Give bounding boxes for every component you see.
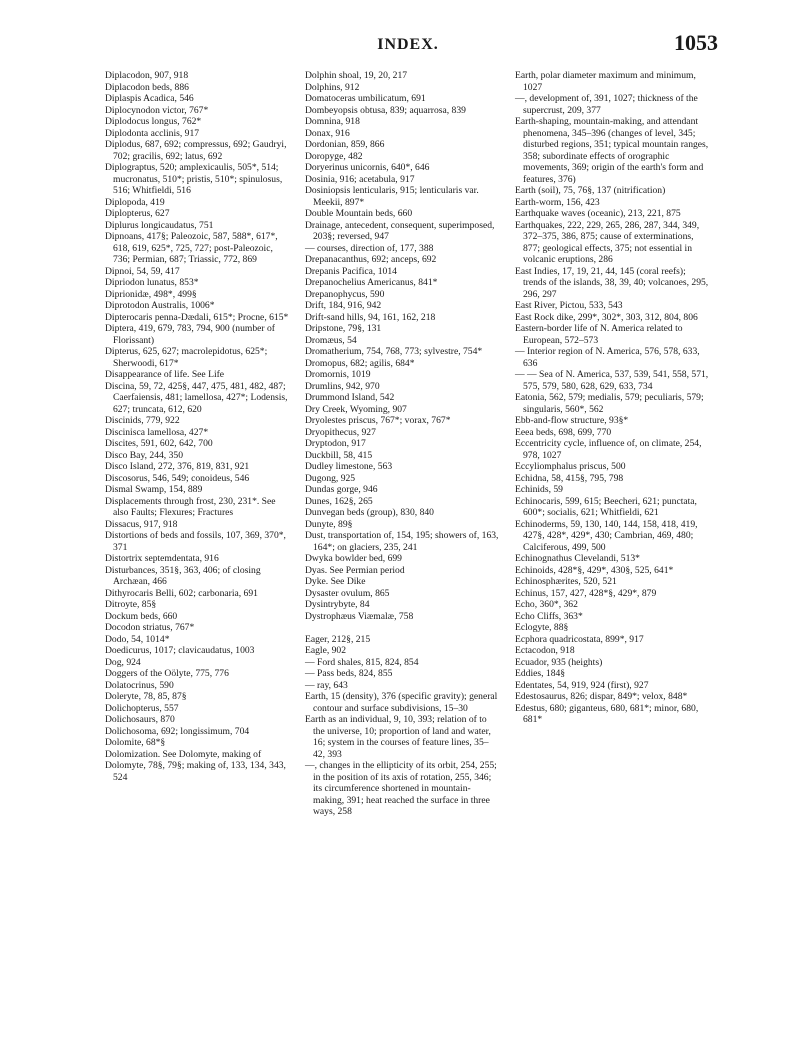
index-entry: Dudley limestone, 563 — [305, 461, 393, 472]
index-entry: Dog, 924 — [105, 656, 141, 668]
index-entry: Edestus, 680; giganteus, 680, 681*; minor, 680, 681* — [515, 702, 699, 725]
index-entry: Diprionidæ, 498*, 499§ — [105, 288, 197, 300]
index-entry: Diplocynodon victor, 767* — [105, 104, 209, 116]
index-entry: Echo, 360*, 362 — [515, 599, 578, 610]
index-columns — [105, 70, 710, 1030]
index-entry: East Indies, 17, 19, 21, 44, 145 (coral reefs); trends of the islands, 38, 39, 40; volcanoes, 295, 296, 297 — [515, 265, 709, 300]
index-entry: Dolomite, 68*§ — [105, 737, 166, 748]
index-entry: Dissacus, 917, 918 — [105, 518, 178, 530]
index-entry: Distortions of beds and fossils, 107, 369, 370*, 371 — [105, 530, 286, 553]
page-header — [98, 30, 718, 56]
index-entry: Dolomyte, 78§, 79§; making of, 133, 134, 343, 524 — [105, 760, 286, 783]
index-entry: Dockum beds, 660 — [105, 610, 178, 622]
index-entry: Diplopoda, 419 — [105, 196, 165, 208]
index-entry: Earth-worm, 156, 423 — [515, 196, 600, 208]
index-entry: Eeea beds, 698, 699, 770 — [515, 426, 612, 438]
index-column-1 — [105, 70, 290, 783]
index-entry: Echinus, 157, 427, 428*§, 429*, 879 — [515, 587, 657, 599]
index-entry: Docodon striatus, 767* — [105, 622, 195, 633]
index-entry: Doleryte, 78, 85, 87§ — [105, 691, 187, 702]
index-entry: Dipnoans, 417§; Paleozoic, 587, 588*, 617*, 618, 619, 625*, 725, 727; post-Paleozoic, 736; Permian, 687; Triassic, 772, 869 — [105, 231, 278, 265]
index-entry: — Interior region of N. America, 576, 578, 633, 636 — [515, 346, 700, 369]
index-entry: Dugong, 925 — [305, 472, 356, 484]
index-entry: Earthquakes, 222, 229, 265, 286, 287, 344, 349, 372–375, 386, 875; cause of exterminations, 877; geological effects, 375; not essential in volcanic eruptions, 286 — [515, 219, 700, 265]
index-entry: Eagle, 902 — [305, 645, 347, 656]
index-entry: Dust, transportation of, 154, 195; showers of, 163, 164*; on glaciers, 235, 241 — [305, 530, 499, 553]
index-entry: Dromopus, 682; agilis, 684* — [305, 357, 415, 369]
index-entry: Discosorus, 546, 549; conoideus, 546 — [105, 472, 250, 484]
index-entry: Dripstone, 79§, 131 — [305, 323, 382, 334]
index-column-3 — [515, 70, 710, 726]
index-entry: Diptera, 419, 679, 783, 794, 900 (number of Florissant) — [105, 323, 275, 346]
index-entry: Disappearance of life. See Life — [105, 369, 225, 380]
index-entry: Ectacodon, 918 — [515, 645, 575, 656]
index-entry: Dunvegan beds (group), 830, 840 — [305, 507, 434, 518]
index-entry: Eager, 212§, 215 — [305, 633, 371, 645]
index-entry: Drepanis Pacifica, 1014 — [305, 265, 397, 277]
index-entry: Drummond Island, 542 — [305, 392, 395, 403]
index-entry: Earth, 15 (density), 376 (specific gravity); general contour and surface subdivisions, 15–30 — [305, 691, 498, 714]
index-entry: Discinisca lamellosa, 427* — [105, 426, 209, 438]
index-entry: Displacements through frost, 230, 231*. See also Faults; Flexures; Fractures — [105, 495, 276, 518]
index-entry: Disco Bay, 244, 350 — [105, 449, 183, 461]
index-entry: — Pass beds, 824, 855 — [305, 668, 393, 679]
index-entry: Dolatocrinus, 590 — [105, 679, 174, 691]
index-column-2 — [305, 70, 500, 818]
index-entry: Drepanochelius Americanus, 841* — [305, 277, 438, 288]
index-entry: Dromæus, 54 — [305, 334, 357, 346]
index-entry: Earth, polar diameter maximum and minimum, 1027 — [515, 70, 696, 93]
index-entry: — ray, 643 — [305, 679, 348, 691]
index-entry: Echinocaris, 599, 615; Beecheri, 621; punctata, 600*; socialis, 621; Whitfieldi, 621 — [515, 495, 697, 518]
index-entry: Discina, 59, 72, 425§, 447, 475, 481, 482, 487; Caerfaiensis, 481; lamellosa, 427*; Lodensis, 627; truncata, 612, 620 — [105, 380, 288, 415]
index-entry: Doropyge, 482 — [305, 150, 363, 162]
index-entry: Eclogyte, 88§ — [515, 622, 569, 633]
index-entry: Dunyte, 89§ — [305, 518, 353, 530]
index-entry: Dombeyopsis obtusa, 839; aquarrosa, 839 — [305, 104, 466, 116]
index-entry: Diplograptus, 520; amplexicaulis, 505*, 514; mucronatus, 510*; pristis, 510*; spinulosus, 516; Whitfieldi, 516 — [105, 162, 283, 196]
index-entry: Donax, 916 — [305, 127, 350, 139]
index-entry: Dyke. See Dike — [305, 576, 366, 587]
index-entry: Discinids, 779, 922 — [105, 415, 180, 426]
index-entry: Domnina, 918 — [305, 116, 360, 127]
index-entry: Drumlins, 942, 970 — [305, 380, 380, 392]
index-entry: —, development of, 391, 1027; thickness of the supercrust, 209, 377 — [515, 93, 698, 116]
index-entry: Dosinia, 916; acetabula, 917 — [305, 173, 415, 185]
index-entry: Diplacodon, 907, 918 — [105, 70, 189, 81]
index-entry: Drift, 184, 916, 942 — [305, 300, 382, 311]
index-entry: Doedicurus, 1017; clavicaudatus, 1003 — [105, 645, 255, 656]
index-entry: East Rock dike, 299*, 302*, 303, 312, 804, 806 — [515, 311, 698, 323]
index-entry — [305, 622, 500, 634]
index-entry: Diplopterus, 627 — [105, 208, 170, 219]
index-entry: Drepanacanthus, 692; anceps, 692 — [305, 254, 437, 265]
index-entry: Earth (soil), 75, 76§, 137 (nitrification) — [515, 185, 666, 196]
index-entry: Double Mountain beds, 660 — [305, 208, 413, 219]
index-entry: Earthquake waves (oceanic), 213, 221, 875 — [515, 208, 681, 219]
index-entry: Dystrophæus Viæmalæ, 758 — [305, 610, 414, 622]
index-entry: Echidna, 58, 415§, 795, 798 — [515, 472, 624, 484]
index-entry: Dismal Swamp, 154, 889 — [105, 484, 203, 495]
index-entry: Dundas gorge, 946 — [305, 484, 378, 495]
index-entry: Ditroyte, 85§ — [105, 599, 157, 610]
index-entry: Echinognathus Clevelandi, 513* — [515, 553, 640, 564]
index-entry: Eatonia, 562, 579; medialis, 579; peculiaris, 579; singularis, 560*, 562 — [515, 392, 704, 415]
index-entry: Echinoderms, 59, 130, 140, 144, 158, 418, 419, 427§, 428*, 429*, 430; Cambrian, 469, 480; Calciferous, 499, 500 — [515, 518, 698, 553]
index-entry: Dwyka bowlder bed, 699 — [305, 553, 402, 564]
index-entry: — courses, direction of, 177, 388 — [305, 242, 434, 254]
index-entry: Dolichosoma, 692; longissimum, 704 — [105, 725, 250, 737]
index-entry: Eddies, 184§ — [515, 668, 566, 679]
index-entry: —, changes in the ellipticity of its orbit, 254, 255; in the position of its axis of rotation, 255, 346; its circumference shortened in mountain-making, 391; heat reached the surface in three ways, 258 — [305, 760, 497, 817]
index-entry: Dysaster ovulum, 865 — [305, 587, 390, 599]
index-entry: Diplodus, 687, 692; compressus, 692; Gaudryi, 702; gracilis, 692; latus, 692 — [105, 139, 287, 162]
index-entry: Dry Creek, Wyoming, 907 — [305, 403, 407, 415]
index-entry: Ebb-and-flow structure, 93§* — [515, 415, 629, 426]
index-entry: Eccentricity cycle, influence of, on climate, 254, 978, 1027 — [515, 438, 702, 461]
index-entry: Domatoceras umbilicatum, 691 — [305, 93, 426, 104]
index-entry: Distortrix septemdentata, 916 — [105, 553, 219, 564]
index-entry: Diplaspis Acadica, 546 — [105, 93, 194, 104]
index-entry: Dromatherium, 754, 768, 773; sylvestre, 754* — [305, 346, 483, 357]
index-entry: Drainage, antecedent, consequent, superimposed, 203§; reversed, 947 — [305, 219, 495, 242]
index-entry: Drift-sand hills, 94, 161, 162, 218 — [305, 311, 436, 323]
index-entry: — Ford shales, 815, 824, 854 — [305, 656, 419, 668]
index-entry: Echinoids, 428*§, 429*, 430§, 525, 641* — [515, 564, 674, 576]
index-entry: Dunes, 162§, 265 — [305, 495, 373, 507]
index-entry: Diplacodon beds, 886 — [105, 81, 189, 93]
index-entry: Edestosaurus, 826; dispar, 849*; velox, 848* — [515, 691, 688, 702]
index-entry: Dipnoi, 54, 59, 417 — [105, 265, 180, 277]
index-entry: Dolphins, 912 — [305, 81, 360, 93]
index-entry: Ecphora quadricostata, 899*, 917 — [515, 633, 644, 645]
index-entry: Earth as an individual, 9, 10, 393; relation of to the universe, 10; proportion of land and water, 16; system in the courses of feature lines, 35–42, 393 — [305, 714, 491, 760]
index-entry: Dithyrocaris Belli, 602; carbonaria, 691 — [105, 587, 258, 599]
index-entry: Dolichosaurs, 870 — [105, 714, 175, 725]
index-entry: Dordonian, 859, 866 — [305, 139, 385, 150]
index-entry: Doggers of the Oölyte, 775, 776 — [105, 668, 229, 679]
index-entry: Eastern-border life of N. America related to European, 572–573 — [515, 323, 683, 346]
index-entry: Disturbances, 351§, 363, 406; of closing Archæan, 466 — [105, 564, 261, 587]
index-entry: Disco Island, 272, 376, 819, 831, 921 — [105, 461, 250, 472]
index-entry: Echinosphærites, 520, 521 — [515, 576, 617, 587]
index-entry: Dosiniopsis lenticularis, 915; lenticularis var. Meekii, 897* — [305, 185, 479, 208]
index-entry: Diprotodon Australis, 1006* — [105, 300, 215, 311]
index-entry: — — Sea of N. America, 537, 539, 541, 558, 571, 575, 579, 580, 628, 629, 633, 734 — [515, 369, 709, 392]
index-entry: Diplodonta acclinis, 917 — [105, 127, 200, 139]
index-entry: Dipriodon lunatus, 853* — [105, 277, 199, 288]
index-entry: Discites, 591, 602, 642, 700 — [105, 438, 213, 449]
index-entry: Doryerinus unicornis, 640*, 646 — [305, 162, 430, 173]
index-entry: Dyas. See Permian period — [305, 564, 405, 576]
index-entry: Dodo, 54, 1014* — [105, 633, 170, 645]
index-entry: Dipterocaris penna-Dædali, 615*; Procne, 615* — [105, 311, 289, 323]
index-entry: Dipterus, 625, 627; macrolepidotus, 625*; Sherwoodi, 617* — [105, 346, 268, 369]
index-entry: East River, Pictou, 533, 543 — [515, 300, 623, 311]
index-entry: Earth-shaping, mountain-making, and attendant phenomena, 345–396 (changes of level, 345; disturbed regions, 351; typical mountain ranges, 358; subordinate effects of orographic movements, 369; origin of the earth's form and features, 376) — [515, 116, 709, 185]
index-entry: Dolomization. See Dolomyte, making of — [105, 748, 262, 760]
index-entry: Eccyliomphalus priscus, 500 — [515, 461, 626, 472]
index-entry: Duckbill, 58, 415 — [305, 449, 373, 461]
index-entry: Dryptodon, 917 — [305, 438, 366, 449]
index-entry: Diplurus longicaudatus, 751 — [105, 219, 214, 231]
index-entry: Echo Cliffs, 363* — [515, 610, 583, 622]
index-entry: Edentates, 54, 919, 924 (first), 927 — [515, 679, 649, 691]
page-number: 1053 — [674, 30, 718, 55]
index-entry: Dolphin shoal, 19, 20, 217 — [305, 70, 408, 81]
index-entry: Ecuador, 935 (heights) — [515, 656, 603, 668]
index-entry: Diplodocus longus, 762* — [105, 116, 202, 127]
index-entry: Dolichopterus, 557 — [105, 702, 179, 714]
index-entry: Dysintrybyte, 84 — [305, 599, 370, 610]
index-entry: Dryopithecus, 927 — [305, 426, 376, 438]
index-entry: Echinids, 59 — [515, 484, 563, 495]
index-entry: Drepanophycus, 590 — [305, 288, 385, 300]
index-entry: Dromornis, 1019 — [305, 369, 371, 380]
index-entry: Dryolestes priscus, 767*; vorax, 767* — [305, 415, 451, 426]
running-title: INDEX. — [377, 36, 439, 53]
